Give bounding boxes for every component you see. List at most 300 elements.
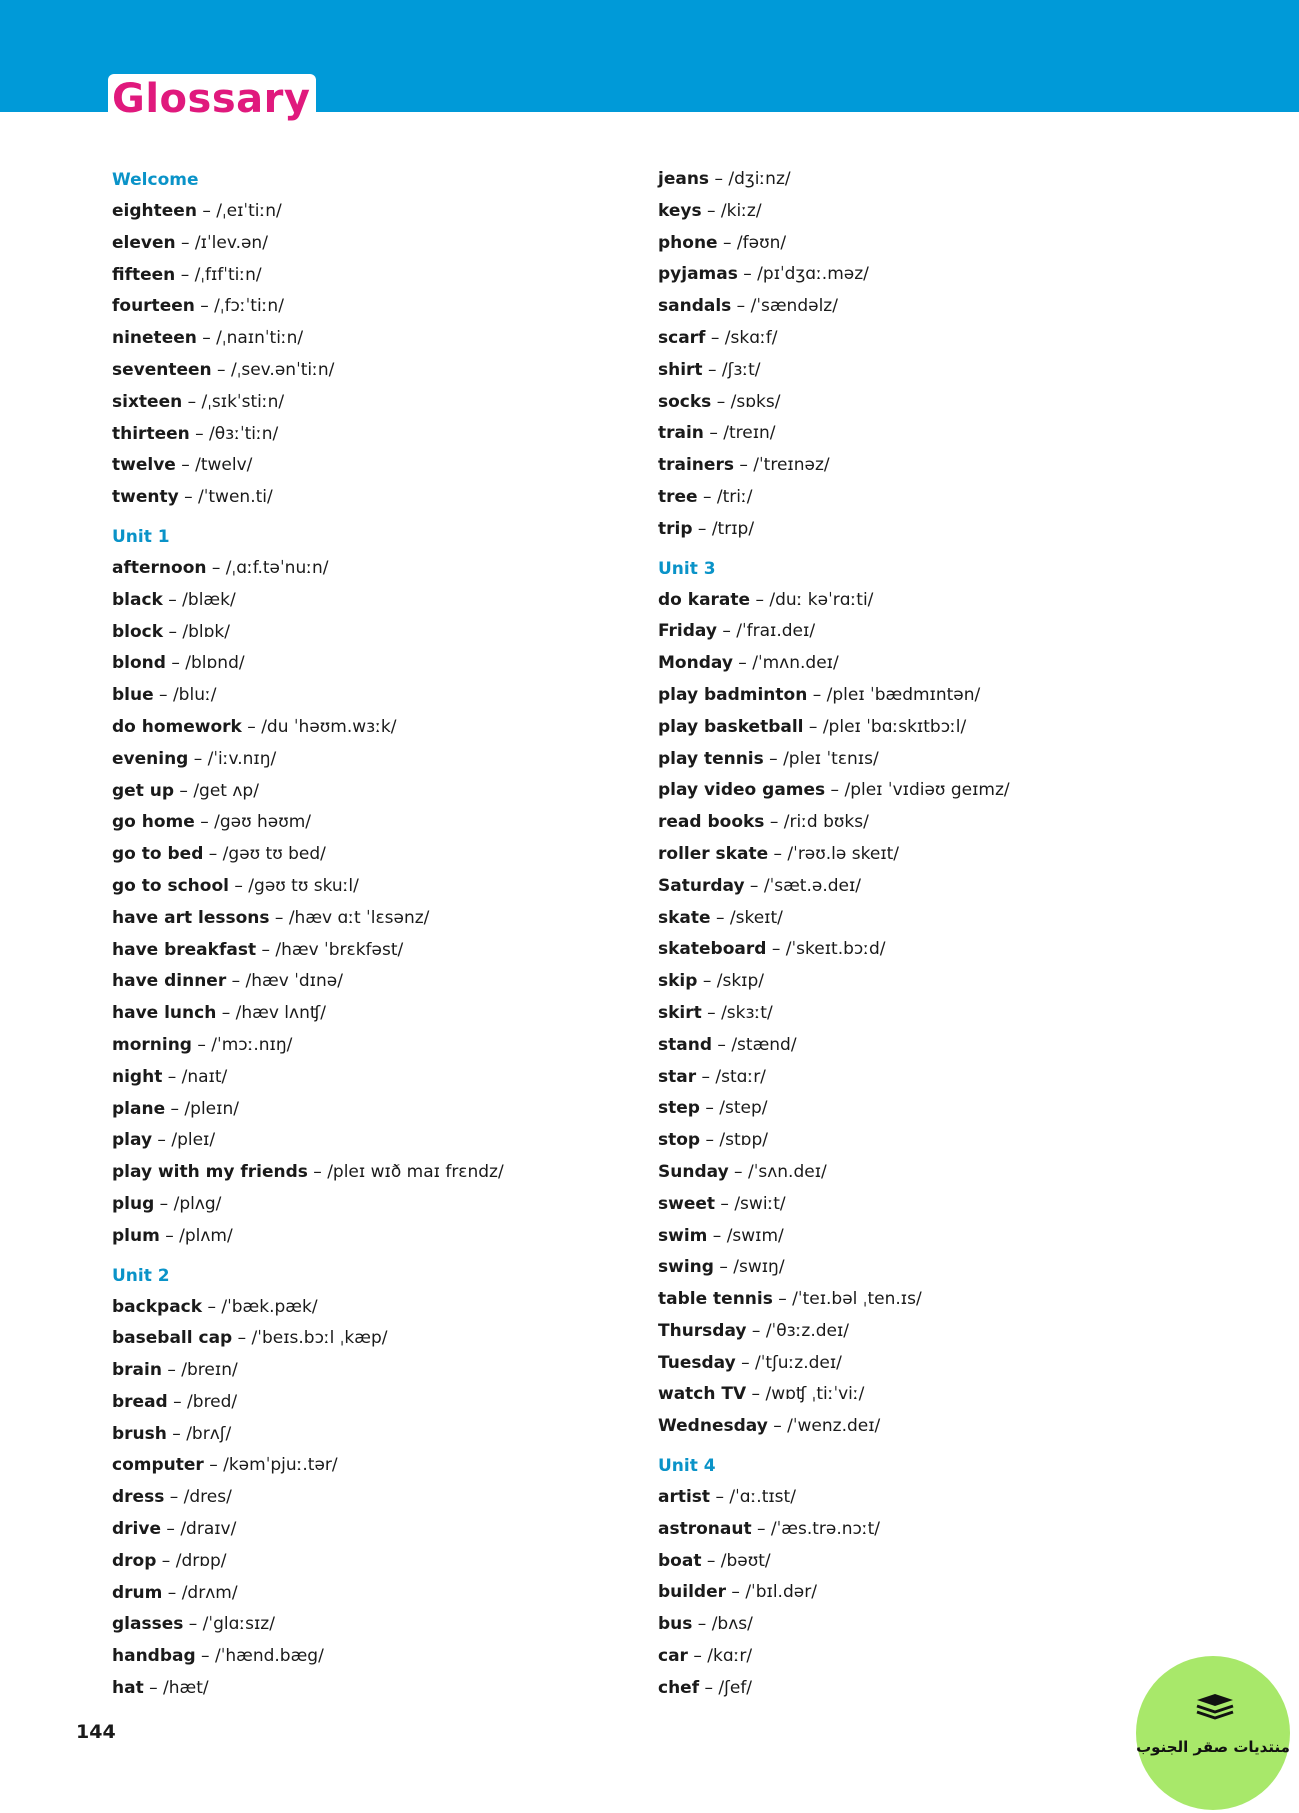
entry-dash: – — [746, 1320, 766, 1341]
glossary-entry — [658, 1673, 1218, 1705]
entry-dash: – — [307, 1162, 328, 1183]
glossary-entry — [658, 966, 1218, 998]
glossary-entry — [658, 1577, 1218, 1609]
entry-word: thirteen — [112, 423, 190, 444]
entry-pronunciation: /ˈsʌn.deɪ/ — [747, 1161, 827, 1182]
entry-pronunciation: /gəʊ həʊm/ — [214, 812, 312, 833]
entry-word: train — [658, 423, 704, 444]
glossary-entry — [658, 1284, 1218, 1316]
entry-dash: – — [161, 1519, 181, 1540]
glossary-entry — [112, 1450, 672, 1482]
entry-dash: – — [728, 1161, 748, 1182]
entry-pronunciation: /dres/ — [183, 1487, 232, 1508]
entry-pronunciation: /duː kəˈrɑːti/ — [769, 589, 874, 610]
glossary-entry — [658, 616, 1218, 648]
entry-word: go to bed — [112, 844, 204, 865]
books-stack-icon — [1193, 1688, 1237, 1724]
glossary-entry — [112, 903, 672, 935]
glossary-entry — [658, 1221, 1218, 1253]
entry-pronunciation: /ˈteɪ.bəl ˌten.ɪs/ — [792, 1289, 922, 1310]
glossary-entry — [112, 1189, 672, 1221]
glossary-entry — [658, 450, 1218, 482]
glossary-entry — [658, 355, 1218, 387]
entry-word: skirt — [658, 1002, 702, 1023]
entry-word: fourteen — [112, 296, 195, 317]
entry-dash: – — [178, 487, 198, 508]
entry-word: night — [112, 1066, 163, 1087]
entry-word: trainers — [658, 455, 734, 476]
entry-dash: – — [717, 232, 737, 253]
entry-pronunciation: /ˈɑː.tɪst/ — [729, 1487, 796, 1508]
entry-word: keys — [658, 200, 702, 221]
entry-pronunciation: /ˈtwen.ti/ — [197, 487, 273, 508]
entry-dash: – — [194, 812, 215, 833]
glossary-entry — [658, 839, 1218, 871]
entry-word: have lunch — [112, 1003, 217, 1024]
entry-dash: – — [165, 1098, 185, 1119]
glossary-entry — [112, 482, 672, 514]
entry-dash: – — [710, 907, 730, 928]
entry-word: trip — [658, 518, 693, 539]
entry-pronunciation: /ʃɜːt/ — [721, 359, 761, 380]
entry-pronunciation: /blɒk/ — [182, 621, 230, 642]
glossary-entry — [658, 1125, 1218, 1157]
glossary-entry — [658, 648, 1218, 680]
glossary-entry — [112, 648, 672, 680]
glossary-entry — [658, 228, 1218, 260]
entry-pronunciation: /du ˈhəʊm.wɜːk/ — [261, 716, 397, 737]
entry-pronunciation: /stɑːr/ — [715, 1066, 766, 1087]
entry-word: drop — [112, 1550, 157, 1571]
section-heading: Unit 2 — [112, 1265, 170, 1286]
glossary-entry — [658, 1189, 1218, 1221]
glossary-entry — [658, 164, 1218, 196]
entry-dash: – — [766, 939, 786, 960]
entry-pronunciation: /ˈbɪl.dər/ — [745, 1582, 817, 1603]
entry-dash: – — [175, 455, 196, 476]
entry-pronunciation: /kəmˈpjuː.tər/ — [223, 1455, 338, 1476]
entry-pronunciation: /pleɪ/ — [171, 1130, 216, 1151]
entry-pronunciation: /skeɪt/ — [729, 907, 783, 928]
glossary-entry — [112, 1482, 672, 1514]
glossary-entry — [112, 1387, 672, 1419]
glossary-entry — [112, 807, 672, 839]
entry-dash: – — [143, 1678, 164, 1699]
glossary-entry — [658, 807, 1218, 839]
entry-dash: – — [161, 1360, 182, 1381]
entry-pronunciation: /plʌm/ — [179, 1225, 233, 1246]
entry-word: handbag — [112, 1646, 196, 1667]
glossary-entry — [112, 1094, 672, 1126]
glossary-entry — [112, 1673, 672, 1705]
entry-pronunciation: /pleɪn/ — [184, 1098, 239, 1119]
entry-dash: – — [228, 875, 249, 896]
glossary-entry — [112, 387, 672, 419]
entry-dash: – — [175, 232, 195, 253]
entry-word: drive — [112, 1519, 161, 1540]
glossary-entry — [112, 355, 672, 387]
entry-dash: – — [182, 391, 202, 412]
entry-dash: – — [732, 653, 753, 674]
entry-pronunciation: /ˌɑːf.təˈnuːn/ — [225, 557, 329, 578]
entry-word: twelve — [112, 455, 176, 476]
entry-dash: – — [202, 1296, 222, 1317]
entry-dash: – — [700, 1130, 720, 1151]
entry-dash: – — [733, 455, 754, 476]
entry-word: boat — [658, 1550, 702, 1571]
entry-pronunciation: /ˈiːv.nɪŋ/ — [207, 748, 277, 769]
entry-dash: – — [712, 1034, 732, 1055]
entry-dash: – — [763, 748, 784, 769]
entry-pronunciation: /swɪŋ/ — [733, 1257, 785, 1278]
entry-dash: – — [726, 1582, 746, 1603]
glossary-entry — [112, 196, 672, 228]
entry-dash: – — [166, 1423, 187, 1444]
entry-pronunciation: /ˈæs.trə.nɔːt/ — [770, 1518, 881, 1539]
entry-dash: – — [702, 359, 722, 380]
entry-dash: – — [701, 1002, 722, 1023]
entry-word: get up — [112, 780, 175, 801]
entry-pronunciation: /ɪˈlev.ən/ — [194, 232, 268, 253]
entry-pronunciation: /ˌnaɪnˈtiːn/ — [216, 328, 304, 349]
entry-dash: – — [731, 296, 751, 317]
entry-dash: – — [713, 1257, 734, 1278]
entry-dash: – — [163, 621, 183, 642]
entry-pronunciation: /ˈbæk.pæk/ — [221, 1296, 318, 1317]
entry-dash: – — [699, 1677, 719, 1698]
entry-dash: – — [807, 684, 827, 705]
title-label — [108, 74, 316, 128]
entry-pronunciation: /ˌfɔːˈtiːn/ — [214, 296, 284, 317]
glossary-entry — [658, 387, 1218, 419]
entry-pronunciation: /ˈrəʊ.lə skeɪt/ — [787, 843, 900, 864]
entry-word: computer — [112, 1455, 204, 1476]
entry-pronunciation: /hæv ˈdɪnə/ — [245, 971, 343, 992]
entry-pronunciation: /twelv/ — [195, 455, 253, 476]
entry-word: block — [112, 621, 164, 642]
glossary-column-left — [112, 164, 672, 1705]
glossary-entry — [658, 871, 1218, 903]
entry-pronunciation: /ˈskeɪt.bɔːd/ — [785, 939, 886, 960]
glossary-entry — [112, 680, 672, 712]
entry-dash: – — [232, 1328, 252, 1349]
entry-dash: – — [196, 328, 217, 349]
entry-dash: – — [175, 264, 195, 285]
entry-word: roller skate — [658, 843, 769, 864]
entry-word: bread — [112, 1391, 168, 1412]
entry-word: do karate — [658, 589, 751, 610]
entry-dash: – — [772, 1289, 793, 1310]
entry-dash: – — [154, 1193, 174, 1214]
entry-pronunciation: /hæv lʌnʧ/ — [235, 1003, 326, 1024]
entry-word: jeans — [658, 169, 710, 189]
entry-word: plug — [112, 1193, 155, 1214]
entry-dash: – — [707, 1225, 727, 1246]
glossary-column-right — [658, 164, 1218, 1705]
glossary-entry — [658, 1514, 1218, 1546]
glossary-entry — [112, 1157, 672, 1189]
glossary-entry — [112, 1514, 672, 1546]
entry-pronunciation: /ˈsændəlz/ — [750, 296, 838, 317]
entry-pronunciation: /dʒiːnz/ — [728, 169, 791, 189]
entry-word: plane — [112, 1098, 166, 1119]
glossary-entry — [658, 1609, 1218, 1641]
entry-pronunciation: /fəʊn/ — [736, 232, 787, 253]
entry-word: stop — [658, 1130, 701, 1151]
entry-dash: – — [768, 843, 788, 864]
glossary-entry — [658, 291, 1218, 323]
glossary-entry — [658, 259, 1218, 291]
glossary-entry — [112, 966, 672, 998]
entry-pronunciation: /brʌʃ/ — [186, 1423, 232, 1444]
entry-pronunciation: /plʌg/ — [173, 1193, 222, 1214]
entry-word: eighteen — [112, 201, 197, 221]
entry-word: have art lessons — [112, 907, 270, 928]
page-title: Glossary — [112, 76, 311, 122]
entry-dash: – — [191, 1034, 212, 1055]
entry-word: builder — [658, 1582, 727, 1603]
entry-word: play basketball — [658, 716, 804, 737]
entry-word: drum — [112, 1582, 163, 1603]
entry-word: Monday — [658, 653, 733, 674]
entry-word: phone — [658, 232, 718, 253]
entry-word: play badminton — [658, 684, 808, 705]
entry-dash: – — [744, 875, 764, 896]
entry-pronunciation: /skɪp/ — [716, 971, 764, 992]
entry-dash: – — [195, 1646, 215, 1667]
entry-pronunciation: /skɜːt/ — [721, 1002, 773, 1023]
glossary-entry — [112, 1221, 672, 1253]
entry-dash: – — [746, 1384, 766, 1405]
entry-pronunciation: /blɒnd/ — [185, 653, 245, 674]
glossary-entry — [112, 419, 672, 451]
glossary-entry — [112, 260, 672, 292]
entry-word: blond — [112, 653, 166, 674]
entry-dash: – — [764, 812, 784, 833]
entry-word: watch TV — [658, 1384, 747, 1405]
entry-word: twenty — [112, 487, 179, 508]
entry-word: Tuesday — [658, 1352, 736, 1373]
glossary-entry — [658, 1062, 1218, 1094]
entry-pronunciation: /hæt/ — [163, 1678, 209, 1699]
glossary-entry — [112, 323, 672, 355]
glossary-entry — [112, 1125, 672, 1157]
entry-word: eleven — [112, 232, 176, 253]
glossary-entry — [658, 1316, 1218, 1348]
entry-dash: – — [692, 518, 712, 539]
entry-dash: – — [196, 201, 217, 221]
entry-word: pyjamas — [658, 264, 738, 285]
entry-pronunciation: /skɑːf/ — [724, 327, 778, 348]
entry-dash: – — [710, 1487, 730, 1508]
entry-word: sixteen — [112, 391, 183, 412]
section-heading: Welcome — [112, 170, 199, 190]
section-heading: Unit 4 — [658, 1456, 716, 1477]
entry-pronunciation: /ˌsev.ənˈtiːn/ — [230, 359, 335, 380]
badge-text: منتديات صقر الجنوب — [1136, 1738, 1290, 1756]
entry-word: skateboard — [658, 939, 767, 960]
entry-word: brain — [112, 1360, 162, 1381]
entry-dash: – — [162, 589, 183, 610]
entry-dash: – — [156, 1550, 176, 1571]
glossary-entry — [112, 1030, 672, 1062]
glossary-entry — [658, 1546, 1218, 1578]
glossary-entry — [658, 1482, 1218, 1514]
entry-pronunciation: /swiːt/ — [734, 1193, 786, 1214]
glossary-entry — [658, 1641, 1218, 1673]
entry-dash: – — [203, 1455, 224, 1476]
entry-dash: – — [697, 486, 717, 507]
glossary-entry — [112, 291, 672, 323]
entry-dash: – — [194, 296, 215, 317]
glossary-entry — [112, 1641, 672, 1673]
entry-dash: – — [162, 1066, 182, 1087]
glossary-entry — [112, 1609, 672, 1641]
entry-pronunciation: /pleɪ ˈtɛnɪs/ — [783, 748, 879, 769]
entry-dash: – — [241, 716, 262, 737]
entry-dash: – — [825, 780, 845, 801]
glossary-entry — [112, 839, 672, 871]
entry-pronunciation: /ˌeɪˈtiːn/ — [216, 201, 282, 221]
forum-badge[interactable] — [1136, 1656, 1290, 1810]
entry-pronunciation: /trɪp/ — [711, 518, 755, 539]
entry-dash: – — [164, 1487, 184, 1508]
glossary-entry — [112, 553, 672, 585]
entry-word: Thursday — [658, 1320, 747, 1341]
entry-word: brush — [112, 1423, 167, 1444]
entry-pronunciation: /draɪv/ — [180, 1519, 237, 1540]
glossary-entry — [658, 418, 1218, 450]
glossary-entry — [658, 680, 1218, 712]
entry-dash: – — [709, 169, 729, 189]
entry-dash: – — [715, 1193, 735, 1214]
entry-pronunciation: /ˈtreɪnəz/ — [753, 455, 830, 476]
entry-dash: – — [735, 1352, 755, 1373]
entry-word: Saturday — [658, 875, 745, 896]
entry-word: swing — [658, 1257, 714, 1278]
entry-word: black — [112, 589, 163, 610]
entry-pronunciation: /kiːz/ — [720, 200, 762, 221]
entry-pronunciation: /ˈmɔː.nɪŋ/ — [211, 1034, 293, 1055]
glossary-entry — [112, 617, 672, 649]
glossary-entry — [658, 482, 1218, 514]
entry-pronunciation: /ˈfraɪ.deɪ/ — [736, 621, 816, 642]
entry-dash: – — [711, 391, 731, 412]
entry-word: Wednesday — [658, 1416, 768, 1437]
entry-pronunciation: /get ʌp/ — [193, 780, 259, 801]
entry-pronunciation: /ˈmʌn.deɪ/ — [752, 653, 839, 674]
entry-word: socks — [658, 391, 712, 412]
entry-pronunciation: /ˌsɪkˈstiːn/ — [201, 391, 285, 412]
glossary-entry — [658, 934, 1218, 966]
section-heading: Unit 1 — [112, 526, 170, 547]
entry-dash: – — [269, 907, 289, 928]
entry-dash: – — [189, 423, 210, 444]
entry-word: play with my friends — [112, 1162, 308, 1183]
entry-dash: – — [737, 264, 758, 285]
entry-word: table tennis — [658, 1289, 773, 1310]
entry-pronunciation: /pleɪ wɪð maɪ frɛndz/ — [327, 1162, 504, 1183]
entry-dash: – — [165, 653, 186, 674]
entry-pronunciation: /ˈglɑːsɪz/ — [202, 1614, 275, 1635]
entry-dash: – — [751, 1518, 771, 1539]
entry-word: star — [658, 1066, 697, 1087]
entry-pronunciation: /pleɪ ˈvɪdiəʊ geɪmz/ — [844, 780, 1010, 801]
entry-word: dress — [112, 1487, 165, 1508]
glossary-entry — [658, 1411, 1218, 1443]
glossary-entry — [112, 1355, 672, 1387]
glossary-entry — [658, 775, 1218, 807]
entry-dash: – — [188, 748, 208, 769]
glossary-entry — [658, 1093, 1218, 1125]
entry-pronunciation: /stænd/ — [731, 1034, 797, 1055]
entry-dash: – — [226, 971, 246, 992]
glossary-entry — [658, 903, 1218, 935]
entry-word: play video games — [658, 780, 826, 801]
entry-pronunciation: /step/ — [719, 1098, 768, 1119]
entry-word: stand — [658, 1034, 712, 1055]
entry-pronunciation: /ˈhænd.bæg/ — [214, 1646, 324, 1667]
entry-word: sandals — [658, 296, 732, 317]
page-number: 144 — [76, 1721, 116, 1743]
glossary-entry — [658, 585, 1218, 617]
entry-word: skate — [658, 907, 711, 928]
entry-pronunciation: /swɪm/ — [726, 1225, 784, 1246]
glossary-entry — [112, 776, 672, 808]
entry-pronunciation: /drɒp/ — [175, 1550, 227, 1571]
entry-word: read books — [658, 812, 765, 833]
entry-dash: – — [697, 971, 717, 992]
entry-word: go to school — [112, 875, 229, 896]
entry-pronunciation: /drʌm/ — [181, 1582, 238, 1603]
entry-pronunciation: /ˈbeɪs.bɔːl ˌkæp/ — [251, 1328, 388, 1349]
entry-word: step — [658, 1098, 700, 1119]
entry-pronunciation: /pleɪ ˈbædmɪntən/ — [826, 684, 981, 705]
entry-pronunciation: /wɒʧ ˌtiːˈviː/ — [765, 1384, 865, 1405]
section-heading: Unit 3 — [658, 558, 716, 579]
entry-word: nineteen — [112, 328, 197, 349]
entry-pronunciation: /naɪt/ — [181, 1066, 228, 1087]
glossary-entry — [112, 871, 672, 903]
glossary-entry — [658, 514, 1218, 546]
entry-pronunciation: /pleɪ ˈbɑːskɪtbɔːl/ — [822, 716, 967, 737]
entry-word: do homework — [112, 716, 242, 737]
entry-pronunciation: /blæk/ — [182, 589, 236, 610]
entry-word: plum — [112, 1225, 160, 1246]
glossary-entry — [112, 712, 672, 744]
entry-dash: – — [174, 780, 194, 801]
entry-word: sweet — [658, 1193, 716, 1214]
glossary-entry — [658, 1157, 1218, 1189]
entry-word: play tennis — [658, 748, 764, 769]
entry-word: blue — [112, 685, 154, 706]
entry-word: Sunday — [658, 1161, 729, 1182]
entry-pronunciation: /pɪˈdʒɑː.məz/ — [757, 264, 869, 285]
entry-pronunciation: /bred/ — [187, 1391, 238, 1412]
glossary-entry — [112, 935, 672, 967]
entry-pronunciation: /θɜːˈtiːn/ — [209, 423, 279, 444]
entry-word: have dinner — [112, 971, 227, 992]
entry-word: afternoon — [112, 557, 207, 578]
entry-pronunciation: /ˈtʃuːz.deɪ/ — [755, 1352, 842, 1373]
glossary-entry — [112, 1292, 672, 1324]
entry-word: tree — [658, 486, 698, 507]
entry-dash: – — [153, 685, 173, 706]
entry-word: glasses — [112, 1614, 184, 1635]
entry-word: hat — [112, 1678, 144, 1699]
entry-dash: – — [705, 327, 725, 348]
entry-dash: – — [152, 1130, 172, 1151]
